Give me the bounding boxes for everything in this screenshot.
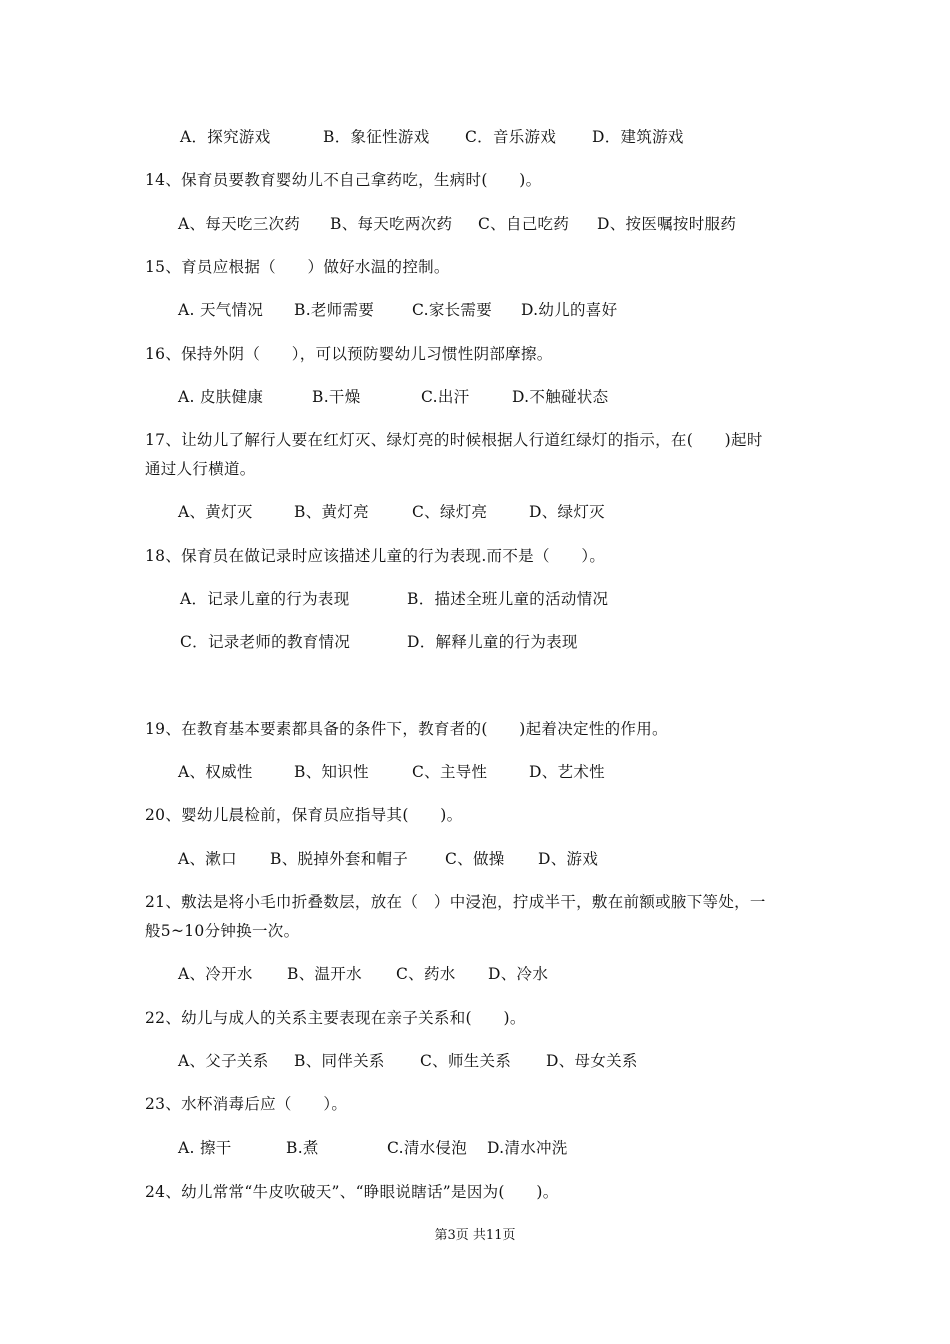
option-a: A. 皮肤健康: [178, 388, 264, 406]
question-text: 22、幼儿与成人的关系主要表现在亲子关系和( )。: [145, 1009, 526, 1027]
question-text: 15、育员应根据（ ）做好水温的控制。: [145, 258, 450, 276]
option-a: A、漱口: [178, 850, 237, 868]
option-d: D、按医嘱按时服药: [597, 215, 737, 233]
question-text: 20、婴幼儿晨检前，保育员应指导其( )。: [145, 806, 463, 824]
option-a: A．探究游戏: [180, 128, 271, 146]
option-b: B、温开水: [287, 965, 362, 983]
option-a: A、冷开水: [178, 965, 253, 983]
option-c: C.清水侵泡: [387, 1139, 468, 1157]
option-b: B.煮: [286, 1139, 319, 1157]
option-b: B、每天吃两次药: [330, 215, 453, 233]
option-b: B、脱掉外套和帽子: [270, 850, 409, 868]
question-text-line-2: 通过人行横道。: [145, 460, 256, 478]
option-d: D．解释儿童的行为表现: [407, 633, 578, 651]
option-d: D.不触碰状态: [512, 388, 609, 406]
option-c: C.家长需要: [412, 301, 493, 319]
question-text-line-1: 21、敷法是将小毛巾折叠数层，放在（ ）中浸泡，拧成半干，敷在前额或腋下等处，一: [145, 893, 766, 911]
option-c: C、做操: [445, 850, 505, 868]
option-c: C.出汗: [421, 388, 470, 406]
option-c: C、自己吃药: [478, 215, 570, 233]
page-footer: 第3页 共11页: [434, 1228, 516, 1243]
option-a: A. 天气情况: [178, 301, 264, 319]
option-a: A、每天吃三次药: [178, 215, 301, 233]
option-a: A．记录儿童的行为表现: [180, 590, 350, 608]
option-b: B.老师需要: [294, 301, 375, 319]
question-text: 16、保持外阴（ ），可以预防婴幼儿习惯性阴部摩擦。: [145, 345, 553, 363]
option-d: D．建筑游戏: [592, 128, 684, 146]
option-b: B.干燥: [312, 388, 361, 406]
option-c: C、绿灯亮: [412, 503, 488, 521]
option-b: B、同伴关系: [294, 1052, 385, 1070]
option-b: B．象征性游戏: [323, 128, 430, 146]
option-b: B、知识性: [294, 763, 369, 781]
option-d: D.幼儿的喜好: [521, 301, 618, 319]
option-b: B、黄灯亮: [294, 503, 369, 521]
option-a: A. 擦干: [178, 1139, 232, 1157]
option-a: A、黄灯灭: [178, 503, 253, 521]
question-text-line-1: 17、让幼儿了解行人要在红灯灭、绿灯亮的时候根据人行道红绿灯的指示，在( )起时: [145, 431, 763, 449]
option-d: D、母女关系: [546, 1052, 638, 1070]
option-c: C、主导性: [412, 763, 488, 781]
option-a: A、权威性: [178, 763, 253, 781]
question-text: 23、水杯消毒后应（ ）。: [145, 1095, 348, 1113]
option-d: D.清水冲洗: [487, 1139, 568, 1157]
option-d: D、游戏: [538, 850, 599, 868]
option-c: C、药水: [396, 965, 456, 983]
question-text: 24、幼儿常常“牛皮吹破天”、“睁眼说瞎话”是因为( )。: [145, 1183, 559, 1201]
question-text-line-2: 般5~10分钟换一次。: [145, 922, 300, 940]
option-a: A、父子关系: [178, 1052, 269, 1070]
option-c: C．记录老师的教育情况: [180, 633, 351, 651]
option-b: B．描述全班儿童的活动情况: [407, 590, 609, 608]
option-c: C、师生关系: [420, 1052, 512, 1070]
option-d: D、绿灯灭: [529, 503, 605, 521]
option-d: D、艺术性: [529, 763, 605, 781]
option-d: D、冷水: [488, 965, 549, 983]
option-c: C．音乐游戏: [465, 128, 557, 146]
question-text: 18、保育员在做记录时应该描述儿童的行为表现.而不是（ ）。: [145, 547, 606, 565]
question-text: 14、保育员要教育婴幼儿不自己拿药吃，生病时( )。: [145, 171, 542, 189]
question-text: 19、在教育基本要素都具备的条件下，教育者的( )起着决定性的作用。: [145, 720, 668, 738]
